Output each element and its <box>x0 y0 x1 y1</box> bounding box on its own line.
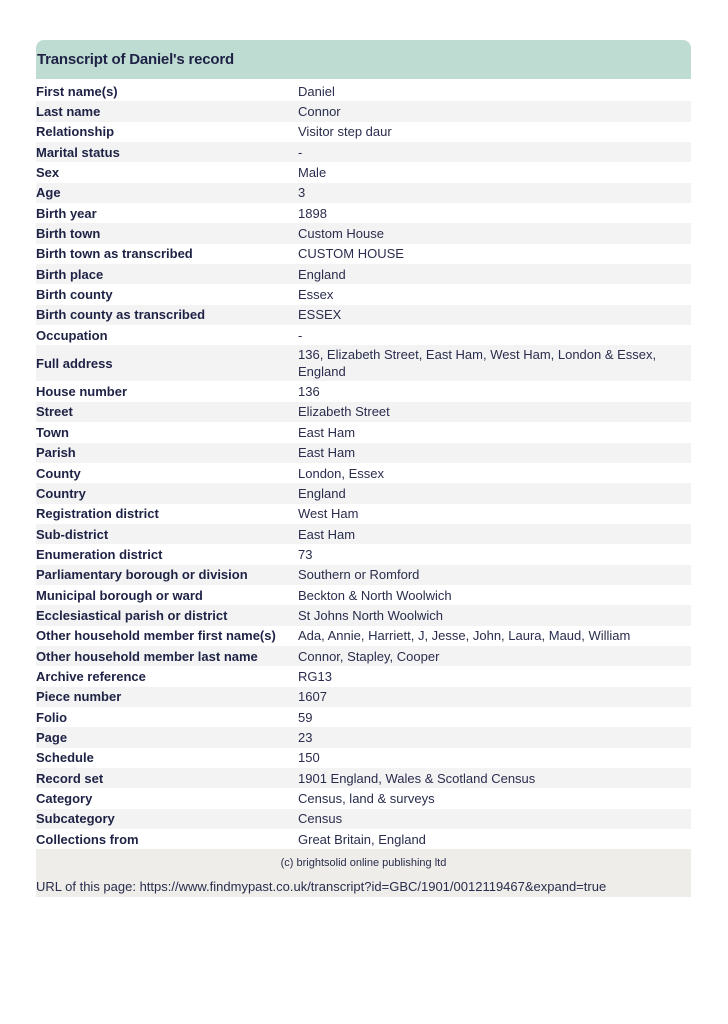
table-row <box>36 707 691 727</box>
table-row <box>36 223 691 243</box>
table-row <box>36 183 691 203</box>
field-label: Subcategory <box>36 811 115 827</box>
transcript-header <box>36 40 691 79</box>
field-label: Parliamentary borough or division <box>36 567 248 583</box>
table-row <box>36 666 691 686</box>
field-value: 136 <box>298 384 320 400</box>
table-row <box>36 829 691 849</box>
table-row <box>36 748 691 768</box>
field-value: England <box>298 266 346 282</box>
table-row <box>36 504 691 524</box>
field-label: Schedule <box>36 750 94 766</box>
field-label: Last name <box>36 104 101 120</box>
field-value: Great Britain, England <box>298 831 426 847</box>
field-value: 1898 <box>298 205 327 221</box>
table-row <box>36 422 691 442</box>
table-row <box>36 305 691 325</box>
field-value: ESSEX <box>298 307 342 323</box>
field-label: Registration district <box>36 506 159 522</box>
field-value: East Ham <box>298 445 356 461</box>
field-value: East Ham <box>298 424 356 440</box>
table-row <box>36 768 691 788</box>
table-row <box>36 101 691 121</box>
table-row <box>36 264 691 284</box>
field-value: CUSTOM HOUSE <box>298 246 404 262</box>
field-value: Connor, Stapley, Cooper <box>298 648 440 664</box>
field-label: Parish <box>36 445 76 461</box>
field-value: Census, land & surveys <box>298 791 435 807</box>
table-row <box>36 524 691 544</box>
field-value: 23 <box>298 729 313 745</box>
table-row <box>36 727 691 747</box>
field-label: Relationship <box>36 124 115 140</box>
field-value: Beckton & North Woolwich <box>298 587 452 603</box>
table-row <box>36 585 691 605</box>
field-value: Southern or Romford <box>298 567 420 583</box>
field-value: 3 <box>298 185 306 201</box>
field-label: Folio <box>36 709 68 725</box>
table-row <box>36 565 691 585</box>
field-value: Visitor step daur <box>298 124 392 140</box>
field-label: Other household member last name <box>36 648 258 664</box>
table-row <box>36 788 691 808</box>
field-value: Elizabeth Street <box>298 404 390 420</box>
page-url[interactable]: URL of this page: https://www.findmypast.co.uk/transcript?id=GBC/1901/0012119467&expand=true <box>36 879 607 895</box>
table-row <box>36 443 691 463</box>
field-value: England <box>298 485 346 501</box>
table-row <box>36 203 691 223</box>
field-value: Daniel <box>298 83 335 99</box>
field-label: First name(s) <box>36 83 118 99</box>
field-value: London, Essex <box>298 465 385 481</box>
field-label: Sub-district <box>36 526 109 542</box>
field-value: Census <box>298 811 343 827</box>
table-row <box>36 122 691 142</box>
field-label: Ecclesiastical parish or district <box>36 607 228 623</box>
field-label: Birth county as transcribed <box>36 307 206 323</box>
table-row <box>36 809 691 829</box>
table-row <box>36 381 691 401</box>
field-label: Birth county <box>36 287 113 303</box>
field-label: Collections from <box>36 831 139 847</box>
table-row <box>36 325 691 345</box>
field-label: County <box>36 465 81 481</box>
field-label: Country <box>36 485 86 501</box>
transcript-card <box>36 40 691 897</box>
field-label: Page <box>36 729 68 745</box>
field-value: 136, Elizabeth Street, East Ham, West Ham, London & Essex, England <box>298 347 657 380</box>
field-value: Ada, Annie, Harriett, J, Jesse, John, Laura, Maud, William <box>298 628 631 644</box>
table-row <box>36 345 691 381</box>
table-row <box>36 605 691 625</box>
field-value: Connor <box>298 104 341 120</box>
field-label: Town <box>36 424 69 440</box>
field-value: 59 <box>298 709 313 725</box>
field-label: Municipal borough or ward <box>36 587 203 603</box>
field-label: Other household member first name(s) <box>36 628 276 644</box>
field-value: 1901 England, Wales & Scotland Census <box>298 770 536 786</box>
field-label: Sex <box>36 165 60 181</box>
field-label: Category <box>36 791 93 807</box>
field-value: Male <box>298 165 327 181</box>
field-label: House number <box>36 384 128 400</box>
table-row <box>36 244 691 264</box>
field-label: Occupation <box>36 327 108 343</box>
table-row <box>36 402 691 422</box>
field-label: Birth place <box>36 266 104 282</box>
field-label: Birth year <box>36 205 97 221</box>
field-value: 73 <box>298 546 313 562</box>
field-value: - <box>298 144 303 160</box>
field-value: Custom House <box>298 226 384 242</box>
table-row <box>36 463 691 483</box>
field-label: Birth town as transcribed <box>36 246 193 262</box>
table-row <box>36 626 691 646</box>
field-value: Essex <box>298 287 334 303</box>
table-row <box>36 162 691 182</box>
page-title: Transcript of Daniel's record <box>37 51 234 68</box>
field-label: Full address <box>36 355 113 371</box>
field-label: Marital status <box>36 144 120 160</box>
field-label: Record set <box>36 770 104 786</box>
field-value: - <box>298 327 303 343</box>
field-label: Birth town <box>36 226 101 242</box>
table-row <box>36 483 691 503</box>
table-row <box>36 544 691 564</box>
transcript-footer <box>36 849 691 897</box>
field-label: Street <box>36 404 73 420</box>
table-row <box>36 81 691 101</box>
field-label: Piece number <box>36 689 122 705</box>
field-value: East Ham <box>298 526 356 542</box>
field-value: RG13 <box>298 668 332 684</box>
table-row <box>36 687 691 707</box>
table-row <box>36 284 691 304</box>
field-value: 1607 <box>298 689 327 705</box>
table-row <box>36 142 691 162</box>
field-value: 150 <box>298 750 320 766</box>
field-value: St Johns North Woolwich <box>298 607 443 623</box>
record-table <box>36 81 691 849</box>
table-row <box>36 646 691 666</box>
field-label: Enumeration district <box>36 546 163 562</box>
field-value: West Ham <box>298 506 359 522</box>
field-label: Age <box>36 185 61 201</box>
field-label: Archive reference <box>36 668 146 684</box>
copyright-notice: (c) brightsolid online publishing ltd <box>280 857 447 870</box>
